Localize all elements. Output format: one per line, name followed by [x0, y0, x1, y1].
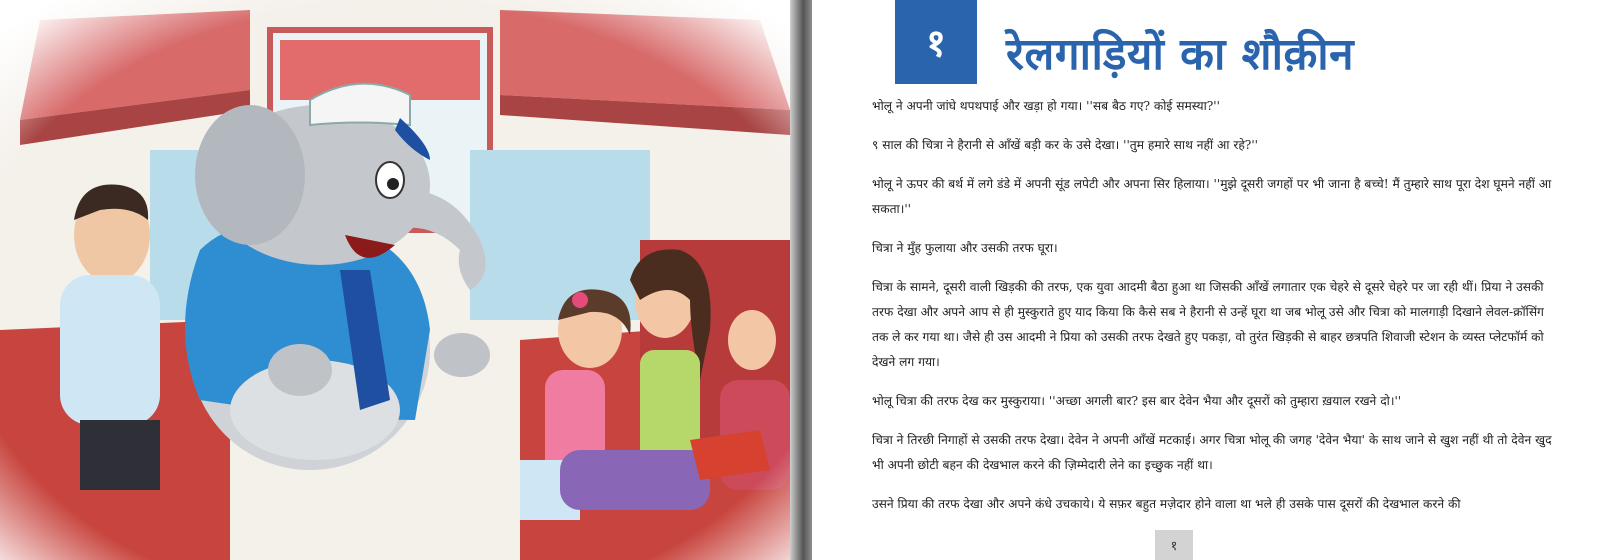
chapter-number-box [895, 0, 977, 84]
book-gutter [790, 0, 814, 560]
chapter-title: रेलगाड़ियों का शौक़ीन [1006, 29, 1355, 80]
right-page [812, 0, 1608, 560]
paragraph: ९ साल की चित्रा ने हैरानी से आँखें बड़ी कर के उसे देखा। ''तुम हमारे साथ नहीं आ रहे?'' [872, 138, 1259, 152]
paragraph: उसने प्रिया की तरफ देखा और अपने कंधे उचकाये। ये सफ़र बहुत मज़ेदार होने वाला था भले ही उसके पास दूसरों की देखभाल करने की [872, 497, 1461, 511]
paragraph: भोलू चित्रा की तरफ देख कर मुस्कुराया। ''अच्छा अगली बार? इस बार देवेन भैया और दूसरों को तुम्हारा ख़याल रखने दो।'' [872, 394, 1402, 408]
paragraph: चित्रा ने मुँह फुलाया और उसकी तरफ घूरा। [872, 241, 1058, 255]
paragraph: चित्रा के सामने, दूसरी वाली खिड़की की तरफ, एक युवा आदमी बैठा हुआ था जिसकी आँखें लगातार एक चेहरे से दूसरे चेहरे पर जा रही थीं। प्रिया ने उसकी तरफ देखा और अपने आप से ही मुस्कुराते हुए याद किया कि कैसे सब ने हैरानी से उन्हें घूरा था जब भोलू उसे और चित्रा को मालगाड़ी दिखाने लेवल-क्रॉसिंग तक ले कर गया था। जैसे ही उस आदमी ने प्रिया को उसकी तरफ देखते हुए पकड़ा, वो तुरंत खिड़की से बाहर छत्रपति शिवाजी स्टेशन के व्यस्त प्लेटफॉर्म को देखने लग गया। [872, 280, 1544, 369]
left-page [0, 0, 798, 560]
page-number: १ [1155, 530, 1193, 560]
paragraph: चित्रा ने तिरछी निगाहों से उसकी तरफ देखा। देवेन ने अपनी आँखें मटकाई। अगर चित्रा भोलू की जगह 'देवेन भैया' के साथ जाने से खुश नहीं थी तो देवेन खुद भी अपनी छोटी बहन की देखभाल करने की ज़िम्मेदारी लेने का इच्छुक नहीं था। [872, 433, 1552, 472]
chapter-text [872, 94, 1562, 531]
chapter-number: १ [926, 20, 946, 65]
paragraph: भोलू ने अपनी जांघे थपथपाई और खड़ा हो गया। ''सब बैठ गए? कोई समस्या?'' [872, 99, 1220, 113]
paragraph: भोलू ने ऊपर की बर्थ में लगे डंडे में अपनी सूंड लपेटी और अपना सिर हिलाया। ''मुझे दूसरी जगहों पर भी जाना है बच्चे! मैं तुम्हारे साथ पूरा देश घूमने नहीं आ सकता।'' [872, 177, 1552, 216]
train-compartment-elephant-illustration [0, 0, 798, 560]
